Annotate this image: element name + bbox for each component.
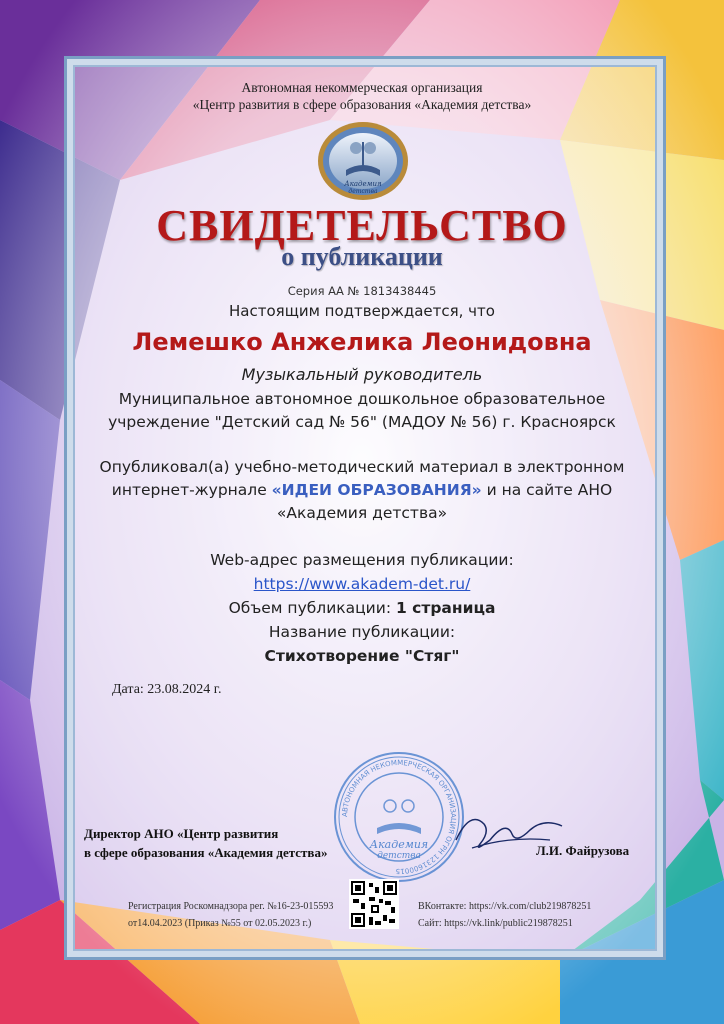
registration-info bbox=[128, 898, 333, 932]
series-number: Серия АА № 1813438445 bbox=[287, 284, 437, 298]
web-address-label: Web-адрес размещения публикации: bbox=[210, 551, 514, 569]
director-line-1: Директор АНО «Центр развития bbox=[84, 826, 279, 841]
svg-text:АВТОНОМНАЯ НЕКОММЕРЧЕСКАЯ ОРГА: АВТОНОМНАЯ НЕКОММЕРЧЕСКАЯ ОРГАНИЗАЦИЯ ОГРН 1231600015 bbox=[340, 758, 458, 876]
svg-text:детства: детства bbox=[377, 851, 421, 861]
volume-value: 1 страница bbox=[395, 599, 496, 617]
vk-link[interactable]: ВКонтакте: https://vk.com/club219878251 bbox=[418, 901, 592, 912]
director-line-2: в сфере образования «Академия детства» bbox=[84, 845, 328, 860]
publication-line-1: Опубликовал(а) учебно-методический материал в электронном bbox=[99, 458, 625, 476]
certificate-title: СВИДЕТЕЛЬСТВО bbox=[156, 201, 568, 250]
publication-name-value: Стихотворение "Стяг" bbox=[264, 647, 460, 665]
publication-line-3: «Академия детства» bbox=[276, 504, 448, 522]
institution-line-2: учреждение "Детский сад № 56" (МАДОУ № 56) г. Красноярск bbox=[108, 413, 616, 431]
publication-info bbox=[64, 456, 660, 525]
recipient-institution bbox=[64, 388, 660, 434]
publication-name-label: Название публикации: bbox=[268, 623, 456, 641]
qr-code-icon[interactable] bbox=[349, 879, 399, 929]
recipient-name: Лемешко Анжелика Леонидовна bbox=[132, 328, 592, 356]
institution-line-1: Муниципальное автономное дошкольное образовательное bbox=[118, 390, 606, 408]
director-name: Л.И. Файрузова bbox=[536, 843, 630, 858]
round-stamp-icon bbox=[332, 750, 466, 884]
publication-line-2 bbox=[64, 479, 660, 502]
director-title bbox=[84, 824, 327, 862]
journal-name: «ИДЕИ ОБРАЗОВАНИЯ» bbox=[271, 481, 482, 499]
web-address-link[interactable]: https://www.akadem-det.ru/ bbox=[253, 575, 471, 593]
site-link[interactable]: Сайт: https://vk.link/public219878251 bbox=[418, 918, 573, 929]
volume-row bbox=[64, 596, 660, 620]
svg-text:детства: детства bbox=[348, 188, 378, 195]
publication-line-2-suffix: и на сайте АНО bbox=[481, 481, 613, 499]
social-links bbox=[418, 898, 591, 932]
registration-line-2: от14.04.2023 (Приказ №55 от 02.05.2023 г.) bbox=[128, 918, 312, 929]
svg-text:Академия: Академия bbox=[344, 180, 382, 188]
academy-logo-icon bbox=[316, 120, 410, 202]
certificate-subtitle: о публикации bbox=[281, 242, 443, 271]
organization-line-2: «Центр развития в сфере образования «Академия детства» bbox=[192, 97, 532, 112]
publication-line-2-prefix: интернет-журнале bbox=[111, 481, 272, 499]
confirm-text: Настоящим подтверждается, что bbox=[229, 302, 495, 320]
recipient-position: Музыкальный руководитель bbox=[241, 365, 483, 384]
volume-label: Объем публикации: bbox=[228, 599, 396, 617]
organization-line-1: Автономная некоммерческая организация bbox=[241, 80, 483, 95]
issue-date: Дата: 23.08.2024 г. bbox=[112, 682, 222, 697]
svg-text:Академия: Академия bbox=[369, 838, 429, 851]
registration-line-1: Регистрация Роскомнадзора рег. №16-23-015593 bbox=[128, 901, 334, 912]
publication-details bbox=[64, 548, 660, 668]
